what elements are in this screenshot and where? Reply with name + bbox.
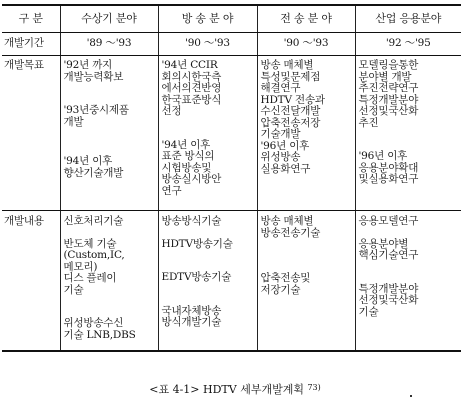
goal-industry-cell xyxy=(355,56,461,211)
content-transmission-item: 압축전송및 저장기술 xyxy=(260,272,311,296)
caption-text: <표 4-1> HDTV 세부개발계획 xyxy=(149,383,304,396)
period-transmission: '90 ～'93 xyxy=(257,33,355,56)
content-broadcast-item: 국내자체방송 방식개발기술 xyxy=(161,304,222,328)
hdtv-plan-table xyxy=(2,4,461,352)
period-label: 개발기간 xyxy=(2,33,60,56)
content-receiver-cell xyxy=(60,211,158,352)
goal-transmission-cell xyxy=(257,56,355,211)
content-transmission-cell xyxy=(257,211,355,352)
goal-broadcast-item: '94년 CCIR 회의시한국측 에서의견반영 한국표준방식 선정 xyxy=(161,59,222,117)
goal-receiver-item: '93년중시제품 개발 xyxy=(63,104,129,128)
goal-industry-item: '96년 이후 응용분야확대 및실용화연구 xyxy=(358,150,419,185)
content-broadcast-item: HDTV방송기술 xyxy=(161,237,233,250)
caption-reference: 73) xyxy=(307,383,321,392)
content-broadcast-item: EDTV방송기술 xyxy=(161,271,232,283)
goal-receiver-item: '94년 이후 향산기술개발 xyxy=(63,155,124,179)
content-industry-cell xyxy=(355,211,461,352)
goal-row xyxy=(2,56,461,211)
header-industry: 산업 응용분야 xyxy=(355,5,461,33)
header-category: 구 분 xyxy=(2,5,60,33)
content-broadcast-cell xyxy=(158,211,257,352)
header-transmission: 전 송 분 야 xyxy=(257,5,355,33)
scan-mark xyxy=(410,395,412,397)
goal-broadcast-item: '94년 이후 표준 방식의 시험방송및 방송실시방안 연구 xyxy=(161,138,222,197)
content-broadcast-item: 방송방식기술 xyxy=(161,215,222,227)
period-industry: '92 ～'95 xyxy=(355,33,461,56)
header-broadcast: 방 송 분 야 xyxy=(158,5,257,33)
content-industry-item: 특정개발분야 선정및국산화 기술 xyxy=(358,282,419,318)
goal-industry-item: 모델링을통한 분야별 개발 추진전략연구 특정개발분야 선정및국산화 추진 xyxy=(358,59,419,129)
content-receiver-item: 신호처리기술 xyxy=(63,215,124,227)
goal-transmission-item: '96년 이후 위성방송 실용화연구 xyxy=(260,139,311,175)
header-row xyxy=(2,5,461,33)
period-receiver: '89 ～'93 xyxy=(60,33,158,56)
content-label: 개발내용 xyxy=(2,211,60,352)
period-row xyxy=(2,33,461,56)
content-receiver-item: 위성방송수신 기술 LNB,DBS xyxy=(63,317,136,341)
content-receiver-item: 반도체 기술 (Custom,IC, 메모리) xyxy=(63,237,125,273)
header-receiver: 수상기 분야 xyxy=(60,5,158,33)
goal-broadcast-cell xyxy=(158,56,257,211)
goal-transmission-item: 방송 매체별 특성및문제점 해결연구 HDTV 전송과 수신전달개발 압축전송저장 기술개발 xyxy=(260,59,325,140)
content-row xyxy=(2,211,461,352)
content-industry-item: 응용모델연구 xyxy=(358,215,419,227)
goal-receiver-item: '92년 까지 개발능력확보 xyxy=(63,59,124,83)
table-caption xyxy=(0,381,470,397)
content-transmission-item: 방송 매체별 방송전송기술 xyxy=(260,215,321,239)
content-industry-item: 응용분야별 핵심기술연구 xyxy=(358,237,419,261)
period-broadcast: '90 ～'93 xyxy=(158,33,257,56)
goal-label: 개발목표 xyxy=(2,56,60,211)
goal-receiver-cell xyxy=(60,56,158,211)
content-receiver-item: 디스 플레이 기술 xyxy=(63,272,117,296)
